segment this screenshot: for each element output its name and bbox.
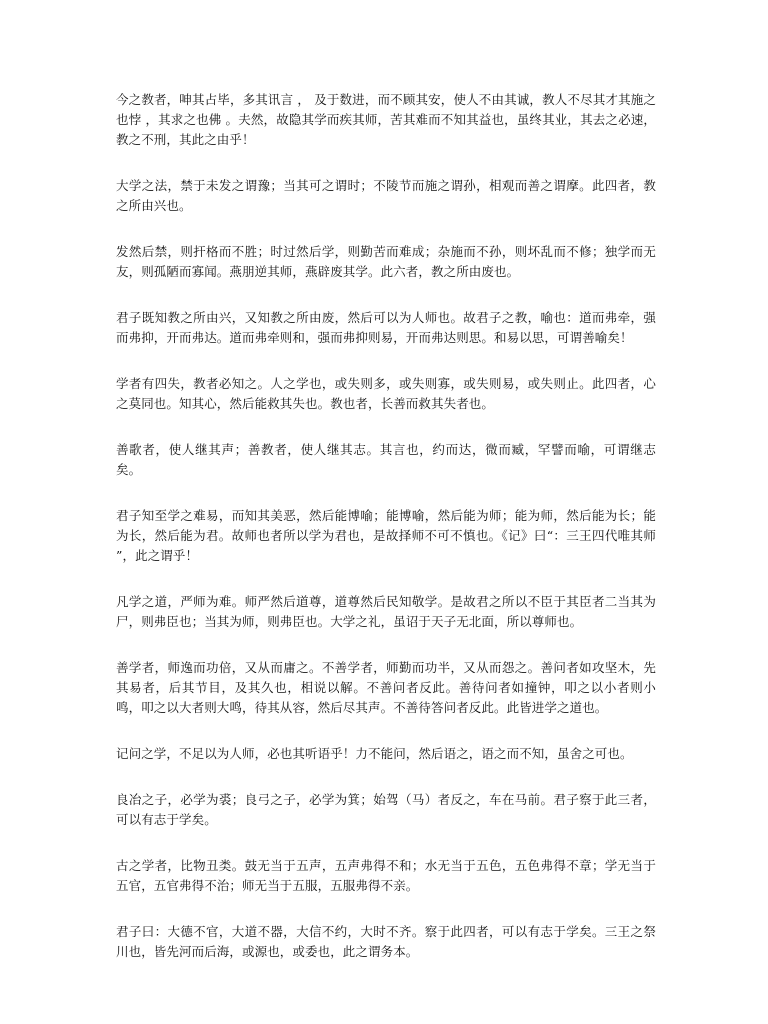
paragraph-8: 凡学之道，严师为难。师严然后道尊，道尊然后民知敬学。是故君之所以不臣于其臣者二当其为尸，则弗臣也；当其为师，则弗臣也。大学之礼，虽诏于天子无北面，所以尊师也。	[116, 594, 656, 629]
paragraph-11: 良冶之子，必学为裘；良弓之子，必学为箕；始驾（马）者反之，车在马前。君子察于此三者，可以有志于学矣。	[116, 792, 656, 827]
paragraph-4: 君子既知教之所由兴，又知教之所由废，然后可以为人师也。故君子之教，喻也：道而弗牵，强而弗抑，开而弗达。道而弗牵则和，强而弗抑则易，开而弗达则思。和易以思，可谓善喻矣！	[116, 310, 656, 345]
paragraph-10: 记问之学，不足以为人师，必也其听语乎！力不能问，然后语之，语之而不知，虽舍之可也。	[116, 746, 633, 761]
paragraph-1: 今之教者，呻其占毕，多其讯言 ， 及于数进，而不顾其安，使人不由其诚，教人不尽其才其施之也悖 ，其求之也佛 。夫然，故隐其学而疾其师，苦其难而不知其益也，虽终其业，其去之必速，教之不刑，其此之由乎！	[116, 92, 656, 147]
paragraph-7: 君子知至学之难易，而知其美恶，然后能博喻；能博喻，然后能为师；能为师，然后能为长；能为长，然后能为君。故师也者所以学为君也，是故择师不可不慎也。《记》曰“：三王四代唯其师 ”，此之谓乎！	[116, 508, 656, 563]
paragraph-9: 善学者，师逸而功倍，又从而庸之。不善学者，师勤而功半，又从而怨之。善问者如攻坚木，先其易者，后其节目，及其久也，相说以解。不善问者反此。善待问者如撞钟，叩之以小者则小鸣，叩之以大者则大鸣，待其从容，然后尽其声。不善待答问者反此。此皆进学之道也。	[116, 660, 656, 715]
paragraph-3: 发然后禁，则扞格而不胜；时过然后学，则勤苦而难成；杂施而不孙，则坏乱而不修；独学而无友，则孤陋而寡闻。燕朋逆其师，燕辟废其学。此六者，教之所由废也。	[116, 244, 656, 279]
paragraph-6: 善歌者，使人继其声；善教者，使人继其志。其言也，约而达，微而臧，罕譬而喻，可谓继志矣。	[116, 442, 656, 477]
paragraph-5: 学者有四失，教者必知之。人之学也，或失则多，或失则寡，或失则易，或失则止。此四者，心之莫同也。知其心，然后能救其失也。教也者，长善而救其失者也。	[116, 376, 656, 411]
paragraph-12: 古之学者，比物丑类。鼓无当于五声，五声弗得不和；水无当于五色，五色弗得不章；学无当于五官，五官弗得不治；师无当于五服，五服弗得不亲。	[116, 858, 656, 893]
paragraph-13: 君子曰：大德不官，大道不器，大信不约，大时不齐。察于此四者，可以有志于学矣。三王之祭川也，皆先河而后海，或源也，或委也，此之谓务本。	[116, 924, 656, 959]
document-page	[116, 90, 656, 988]
paragraph-2: 大学之法，禁于未发之谓豫；当其可之谓时；不陵节而施之谓孙，相观而善之谓摩。此四者，教之所由兴也。	[116, 178, 656, 213]
